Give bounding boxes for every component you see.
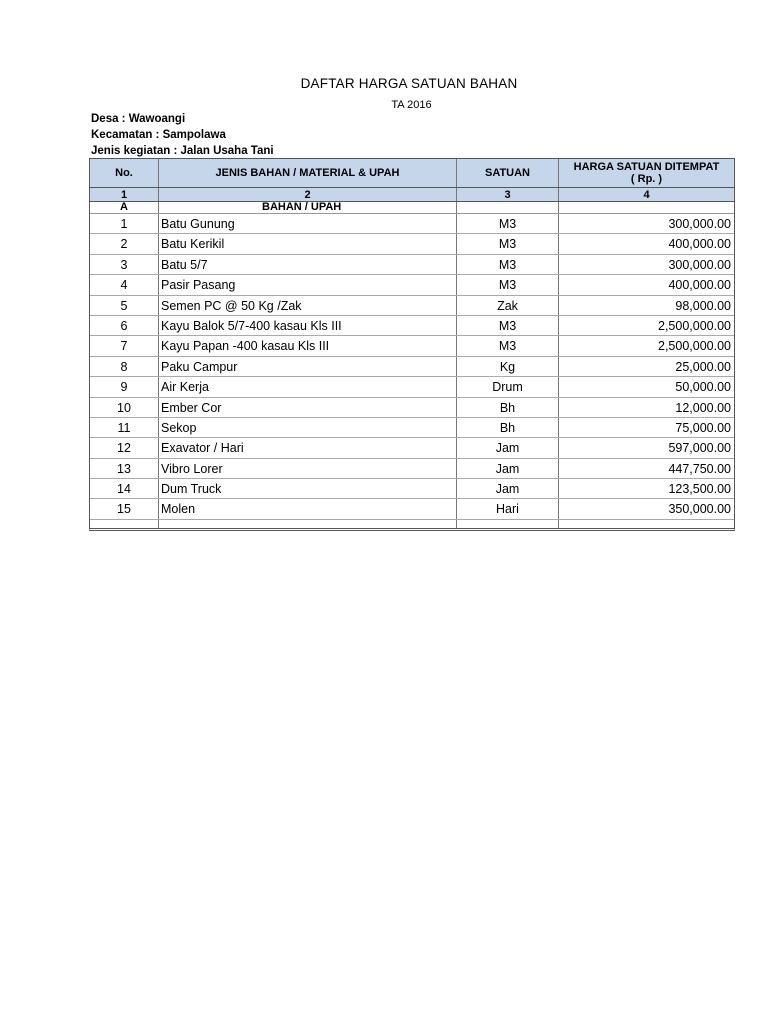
table-row	[90, 398, 734, 418]
row-harga: 75,000.00	[675, 420, 731, 435]
row-jenis: Kayu Balok 5/7-400 kasau Kls III	[159, 316, 457, 335]
blank-row	[90, 520, 734, 528]
row-no: 15	[90, 499, 159, 518]
kecamatan-label: Kecamatan : Sampolawa	[91, 129, 226, 141]
row-jenis: Paku Campur	[159, 357, 457, 376]
table-body	[90, 214, 734, 520]
header-satuan: SATUAN	[457, 159, 559, 187]
row-harga: 597,000.00	[668, 441, 731, 456]
row-harga: 25,000.00	[675, 359, 731, 374]
table-row	[90, 296, 734, 316]
row-no: 5	[90, 296, 159, 315]
row-satuan: M3	[457, 275, 559, 294]
row-harga: 300,000.00	[668, 217, 731, 231]
table-row	[90, 234, 734, 254]
section-label: BAHAN / UPAH	[159, 202, 457, 213]
kegiatan-label: Jenis kegiatan : Jalan Usaha Tani	[91, 145, 274, 157]
header-harga	[559, 159, 734, 187]
col-number: 3	[457, 188, 559, 201]
row-no: 13	[90, 459, 159, 478]
row-jenis: Batu Gunung	[159, 214, 457, 233]
row-no: 11	[90, 418, 159, 437]
row-jenis: Vibro Lorer	[159, 459, 457, 478]
header-harga-line2: ( Rp. )	[630, 173, 663, 185]
row-no: 7	[90, 336, 159, 355]
row-harga: 400,000.00	[668, 237, 731, 252]
table-row	[90, 479, 734, 499]
table-row	[90, 418, 734, 438]
table-row	[90, 438, 734, 458]
row-satuan: M3	[457, 316, 559, 335]
row-no: 1	[90, 214, 159, 233]
row-jenis: Pasir Pasang	[159, 275, 457, 294]
row-harga: 2,500,000.00	[658, 339, 731, 354]
row-no: 4	[90, 275, 159, 294]
section-code: A	[90, 202, 159, 213]
row-satuan: Hari	[457, 499, 559, 518]
row-satuan: Drum	[457, 377, 559, 396]
row-jenis: Molen	[159, 499, 457, 518]
header-jenis: JENIS BAHAN / MATERIAL & UPAH	[159, 159, 457, 187]
header-no: No.	[90, 159, 159, 187]
row-jenis: Batu Kerikil	[159, 234, 457, 253]
row-harga: 300,000.00	[668, 257, 731, 272]
table-row	[90, 499, 734, 519]
col-number: 4	[643, 189, 650, 201]
desa-label: Desa : Wawoangi	[91, 113, 186, 125]
row-harga: 400,000.00	[668, 278, 731, 293]
row-jenis: Batu 5/7	[159, 255, 457, 274]
row-satuan: Bh	[457, 418, 559, 437]
table-row	[90, 214, 734, 234]
table-row	[90, 377, 734, 397]
section-row	[90, 202, 734, 214]
price-table	[89, 158, 735, 531]
row-satuan: Jam	[457, 459, 559, 478]
row-jenis: Ember Cor	[159, 398, 457, 417]
row-no: 3	[90, 255, 159, 274]
row-no: 6	[90, 316, 159, 335]
row-no: 12	[90, 438, 159, 457]
row-no: 14	[90, 479, 159, 498]
row-harga: 2,500,000.00	[658, 318, 731, 333]
row-harga: 350,000.00	[668, 502, 731, 517]
row-harga: 447,750.00	[668, 461, 731, 476]
table-row	[90, 275, 734, 295]
row-satuan: M3	[457, 214, 559, 233]
row-jenis: Dum Truck	[159, 479, 457, 498]
col-number: 1	[90, 188, 159, 201]
header-harga-line1: HARGA SATUAN DITEMPAT	[573, 161, 720, 173]
table-row	[90, 336, 734, 356]
col-number: 2	[159, 188, 457, 201]
column-number-row	[90, 188, 734, 202]
row-jenis: Semen PC @ 50 Kg /Zak	[159, 296, 457, 315]
row-harga: 98,000.00	[675, 298, 731, 313]
table-row	[90, 255, 734, 275]
table-row	[90, 357, 734, 377]
table-row	[90, 459, 734, 479]
row-harga: 12,000.00	[675, 400, 731, 415]
row-jenis: Air Kerja	[159, 377, 457, 396]
row-no: 2	[90, 234, 159, 253]
row-no: 8	[90, 357, 159, 376]
row-no: 9	[90, 377, 159, 396]
row-harga: 50,000.00	[675, 380, 731, 395]
row-satuan: M3	[457, 255, 559, 274]
row-satuan: M3	[457, 234, 559, 253]
table-header-row	[90, 159, 734, 188]
row-satuan: Jam	[457, 479, 559, 498]
row-jenis: Exavator / Hari	[159, 438, 457, 457]
row-jenis: Sekop	[159, 418, 457, 437]
row-satuan: Bh	[457, 398, 559, 417]
row-harga: 123,500.00	[668, 482, 731, 497]
row-jenis: Kayu Papan -400 kasau Kls III	[159, 336, 457, 355]
row-satuan: Jam	[457, 438, 559, 457]
table-row	[90, 316, 734, 336]
row-satuan: Zak	[457, 296, 559, 315]
row-satuan: Kg	[457, 357, 559, 376]
document-title: DAFTAR HARGA SATUAN BAHAN	[300, 76, 518, 91]
row-no: 10	[90, 398, 159, 417]
document-subtitle: TA 2016	[391, 99, 432, 111]
row-satuan: M3	[457, 336, 559, 355]
